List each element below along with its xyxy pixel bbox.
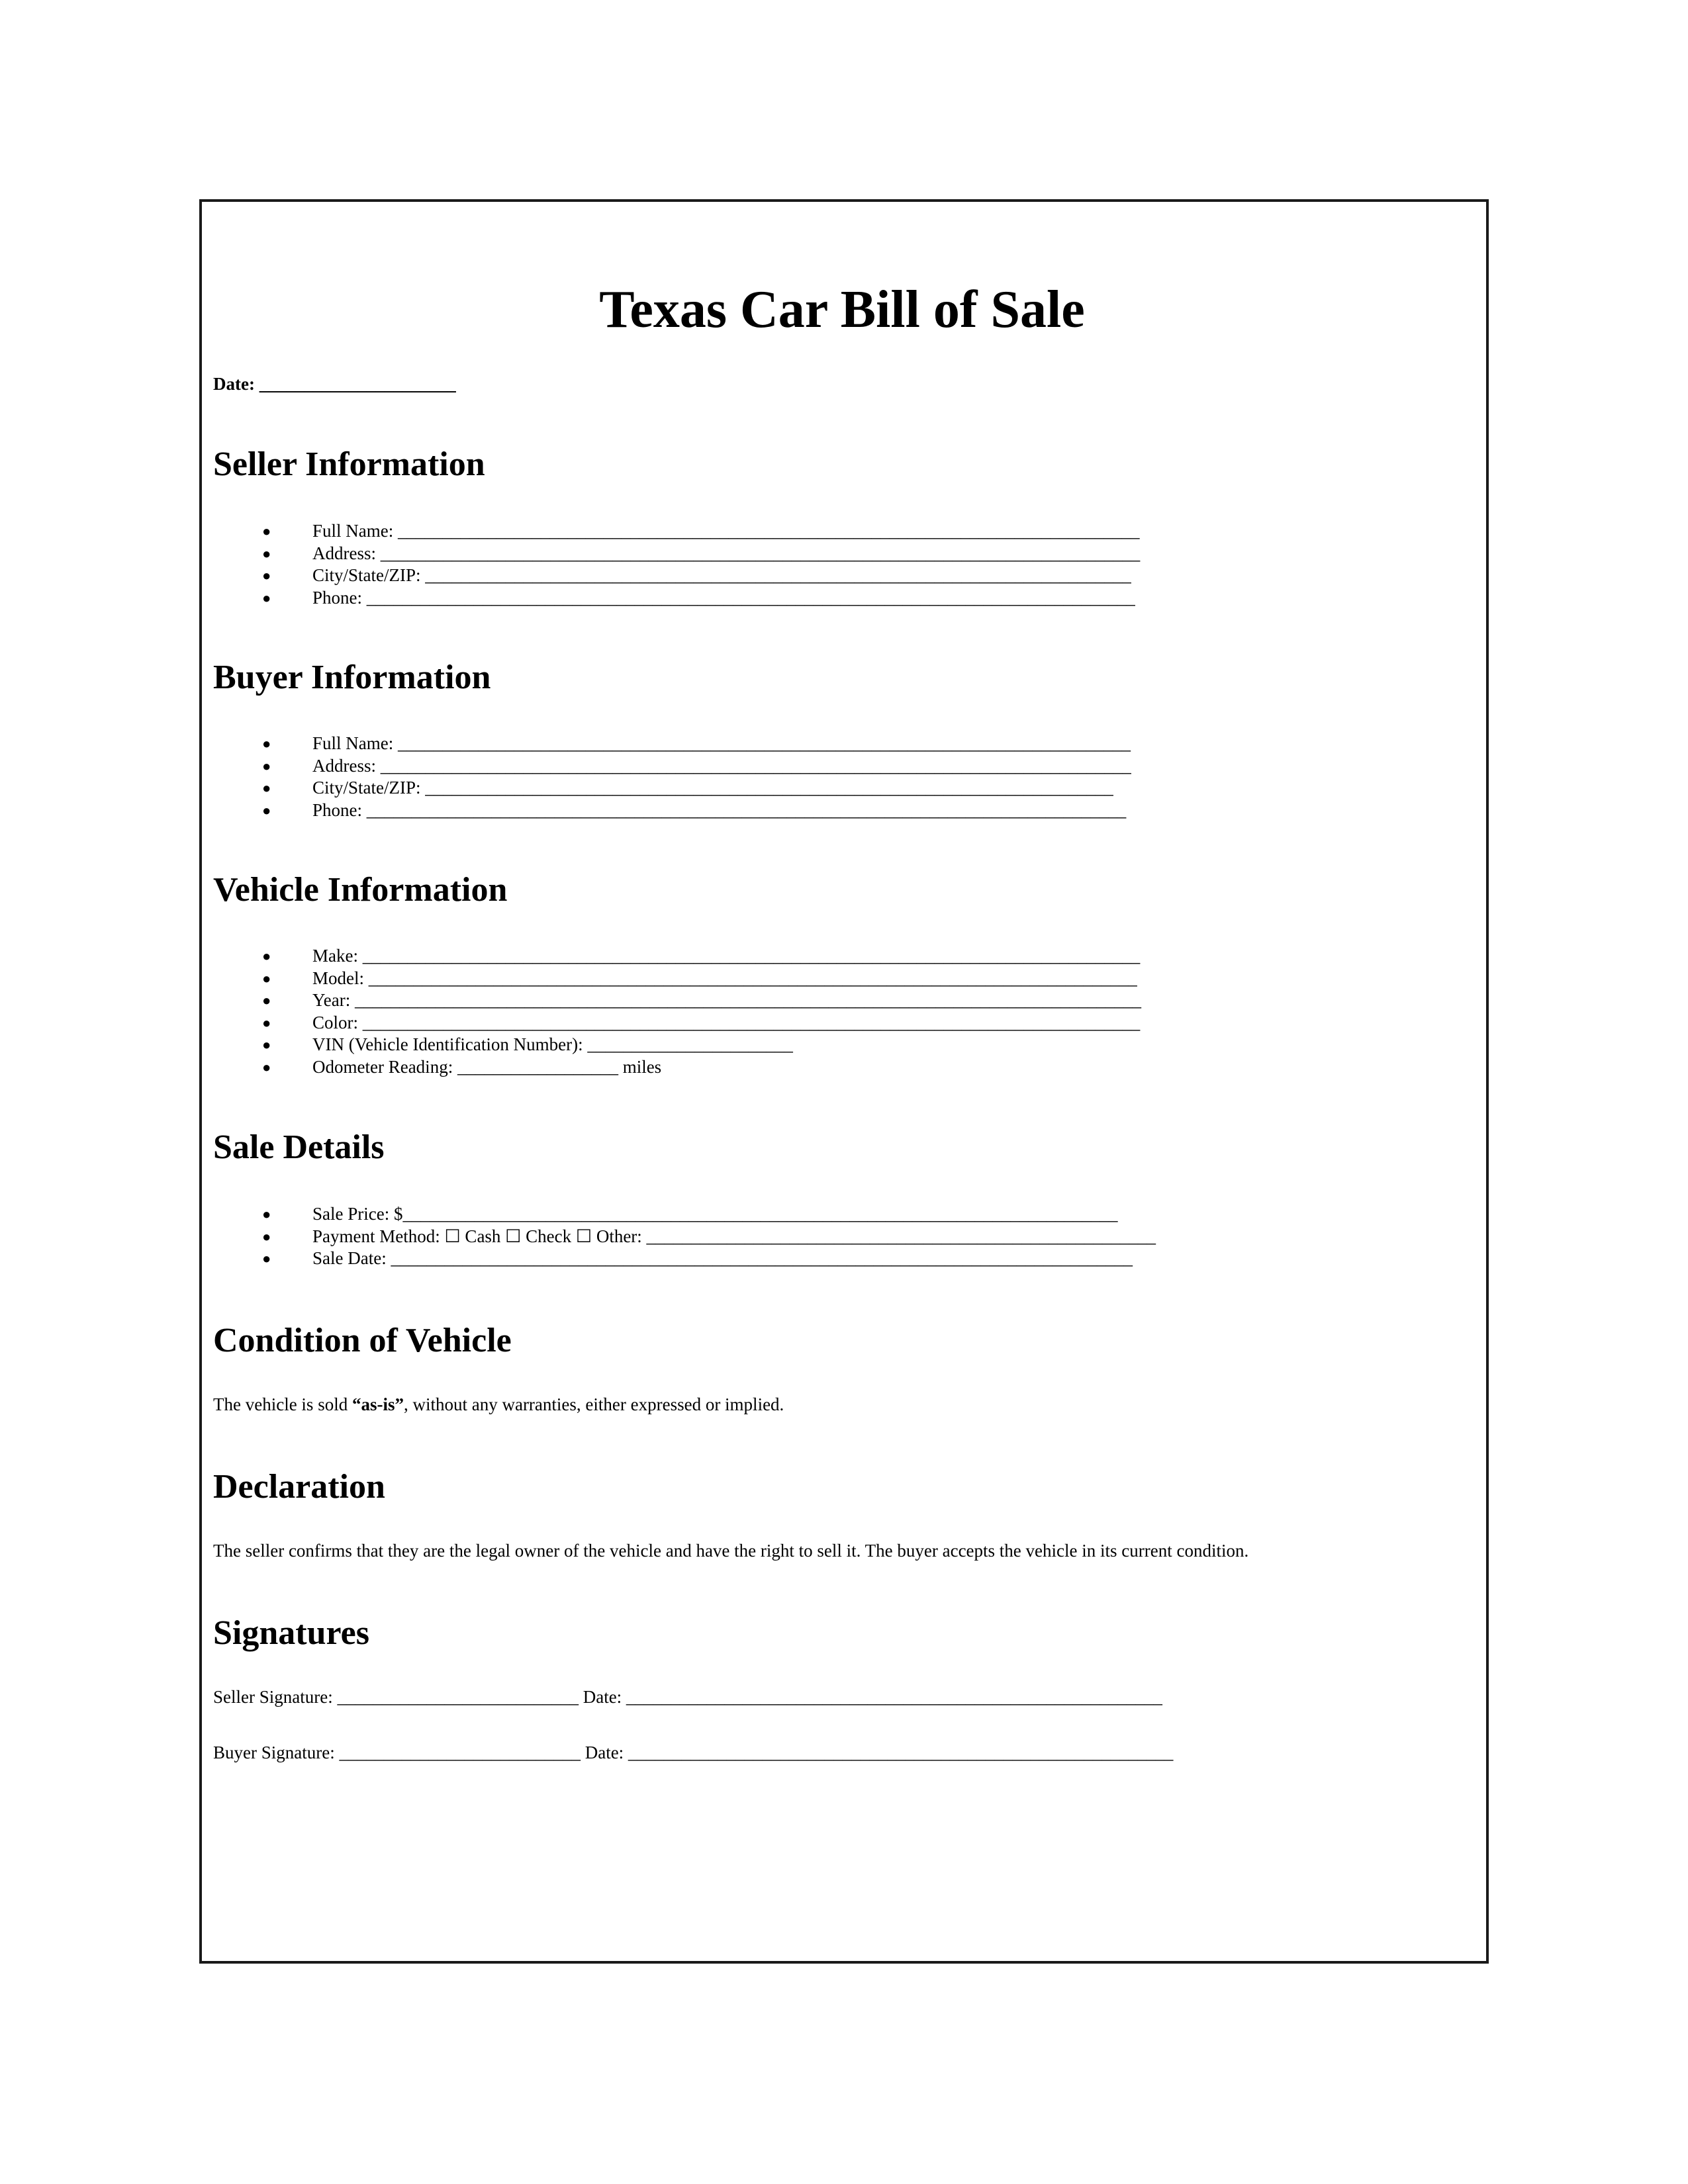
seller-phone-field: ● Phone: ______________________________________________________________________________________ bbox=[213, 587, 1140, 610]
bullet: ● bbox=[262, 523, 271, 539]
seller-signature-line: Seller Signature: ___________________________ Date: ____________________________________________________________ bbox=[213, 1687, 1162, 1707]
vehicle-year-field: ● Year: ________________________________________________________________________________________ bbox=[213, 989, 1141, 1012]
seller-full-name-field: ● Full Name: ___________________________________________________________________________________ bbox=[213, 520, 1140, 543]
sale-price-field: ● Sale Price: $________________________________________________________________________________ bbox=[213, 1203, 1156, 1226]
bullet: ● bbox=[262, 545, 271, 562]
vehicle-color-field: ● Color: _______________________________________________________________________________________ bbox=[213, 1012, 1141, 1034]
bullet: ● bbox=[262, 992, 271, 1009]
bullet: ● bbox=[262, 1058, 271, 1075]
bullet: ● bbox=[262, 757, 271, 774]
bullet: ● bbox=[262, 1036, 271, 1053]
vehicle-model-field: ● Model: ______________________________________________________________________________________ bbox=[213, 968, 1141, 990]
seller-address-field: ● Address: _____________________________________________________________________________________ bbox=[213, 543, 1140, 565]
buyer-signature-line: Buyer Signature: ___________________________ Date: _____________________________________________________________ bbox=[213, 1743, 1174, 1762]
sale-fields bbox=[213, 1203, 1156, 1270]
bullet: ● bbox=[262, 735, 271, 752]
vehicle-fields bbox=[213, 945, 1141, 1078]
buyer-fields bbox=[213, 733, 1131, 821]
vehicle-information-heading: Vehicle Information bbox=[213, 871, 508, 909]
buyer-address-field: ● Address: ____________________________________________________________________________________ bbox=[213, 755, 1131, 778]
bullet: ● bbox=[262, 1228, 271, 1245]
vehicle-odometer-field: ● Odometer Reading: __________________ miles bbox=[213, 1056, 1141, 1079]
condition-statement: The vehicle is sold “as-is”, without any warranties, either expressed or implied. bbox=[213, 1394, 784, 1414]
payment-method-field: ● Payment Method: ☐ Cash ☐ Check ☐ Other: _________________________________________________________ bbox=[213, 1226, 1156, 1248]
bullet: ● bbox=[262, 1014, 271, 1031]
sale-date-field: ● Sale Date: ___________________________________________________________________________________ bbox=[213, 1248, 1156, 1270]
buyer-full-name-field: ● Full Name: __________________________________________________________________________________ bbox=[213, 733, 1131, 755]
bullet: ● bbox=[262, 1206, 271, 1222]
buyer-information-heading: Buyer Information bbox=[213, 659, 491, 696]
condition-of-vehicle-heading: Condition of Vehicle bbox=[213, 1322, 512, 1359]
date-field: Date: ______________________ bbox=[213, 374, 456, 394]
buyer-city-state-zip-field: ● City/State/ZIP: _____________________________________________________________________________ bbox=[213, 777, 1131, 799]
bullet: ● bbox=[262, 589, 271, 606]
bullet: ● bbox=[262, 970, 271, 987]
as-is-emphasis: “as-is” bbox=[352, 1394, 404, 1414]
buyer-phone-field: ● Phone: _____________________________________________________________________________________ bbox=[213, 799, 1131, 822]
signatures-heading: Signatures bbox=[213, 1614, 369, 1652]
declaration-statement: The seller confirms that they are the legal owner of the vehicle and have the right to sell it. The buyer accepts the vehicle in its current condition. bbox=[213, 1541, 1249, 1561]
sale-details-heading: Sale Details bbox=[213, 1128, 385, 1166]
seller-fields bbox=[213, 520, 1140, 609]
seller-information-heading: Seller Information bbox=[213, 445, 485, 483]
vehicle-make-field: ● Make: _______________________________________________________________________________________ bbox=[213, 945, 1141, 968]
bullet: ● bbox=[262, 567, 271, 584]
declaration-heading: Declaration bbox=[213, 1468, 385, 1506]
vehicle-vin-field: ● VIN (Vehicle Identification Number): _______________________ bbox=[213, 1034, 1141, 1056]
seller-city-state-zip-field: ● City/State/ZIP: _______________________________________________________________________________ bbox=[213, 565, 1140, 587]
bullet: ● bbox=[262, 1250, 271, 1267]
bullet: ● bbox=[262, 780, 271, 796]
bullet: ● bbox=[262, 801, 271, 819]
bullet: ● bbox=[262, 948, 271, 964]
document-title: Texas Car Bill of Sale bbox=[599, 281, 1085, 339]
